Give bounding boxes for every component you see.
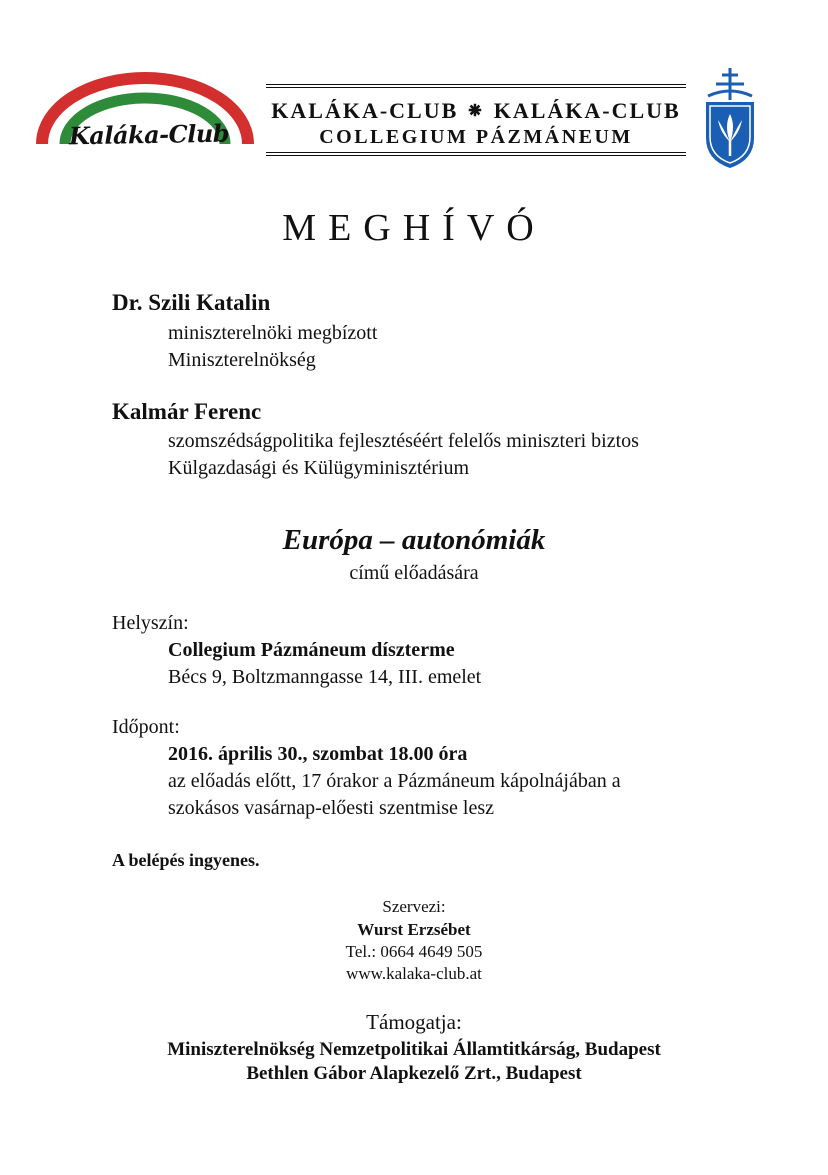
organizer-name: Wurst Erzsébet: [357, 920, 471, 939]
event-datetime: 2016. április 30., szombat 18.00 óra: [168, 743, 468, 765]
crest-shield-icon: [702, 66, 758, 170]
header-banner: [266, 84, 686, 156]
logo-text: Kaláka-Club: [68, 118, 230, 151]
venue-name: Collegium Pázmáneum díszterme: [168, 639, 455, 661]
time-label: Időpont:: [112, 716, 180, 738]
organizer-phone: Tel.: 0664 4649 505: [345, 942, 483, 961]
header-line-2: COLLEGIUM PÁZMÁNEUM: [319, 126, 633, 148]
supporter-1: Miniszterelnökség Nemzetpolitikai Államtitkárság, Budapest: [167, 1039, 661, 1060]
supporter-2: Bethlen Gábor Alapkezelő Zrt., Budapest: [246, 1063, 582, 1084]
speaker-2-org: Külgazdasági és Külügyminisztérium: [168, 457, 470, 479]
speaker-1-name: Dr. Szili Katalin: [112, 290, 271, 315]
entry-note: A belépés ingyenes.: [112, 850, 260, 870]
venue-label: Helyszín:: [112, 612, 189, 634]
speaker-1-org: Miniszterelnökség: [168, 349, 316, 371]
header-line-1: KALÁKA-CLUB ⁕ KALÁKA-CLUB: [271, 98, 681, 123]
organizer-website: www.kalaka-club.at: [346, 964, 482, 983]
speaker-1-role: miniszterelnöki megbízott: [168, 322, 378, 344]
speaker-2-name: Kalmár Ferenc: [112, 399, 262, 424]
organizer-label: Szervezi:: [382, 897, 446, 916]
support-label: Támogatja:: [366, 1010, 462, 1034]
mass-note-1: az előadás előtt, 17 órakor a Pázmáneum kápolnájában a: [168, 770, 621, 792]
venue-address: Bécs 9, Boltzmanngasse 14, III. emelet: [168, 666, 482, 688]
lecture-title: Európa – autonómiák: [282, 524, 546, 556]
kalaka-club-logo: [34, 72, 256, 156]
pazmaneum-crest: [702, 66, 758, 170]
lecture-subtitle: című előadására: [349, 562, 479, 584]
page-title: MEGHÍVÓ: [282, 207, 546, 249]
mass-note-2: szokásos vasárnap-előesti szentmise lesz: [168, 797, 495, 819]
speaker-2-role: szomszédságpolitika fejlesztéséért felelős miniszteri biztos: [168, 430, 639, 452]
